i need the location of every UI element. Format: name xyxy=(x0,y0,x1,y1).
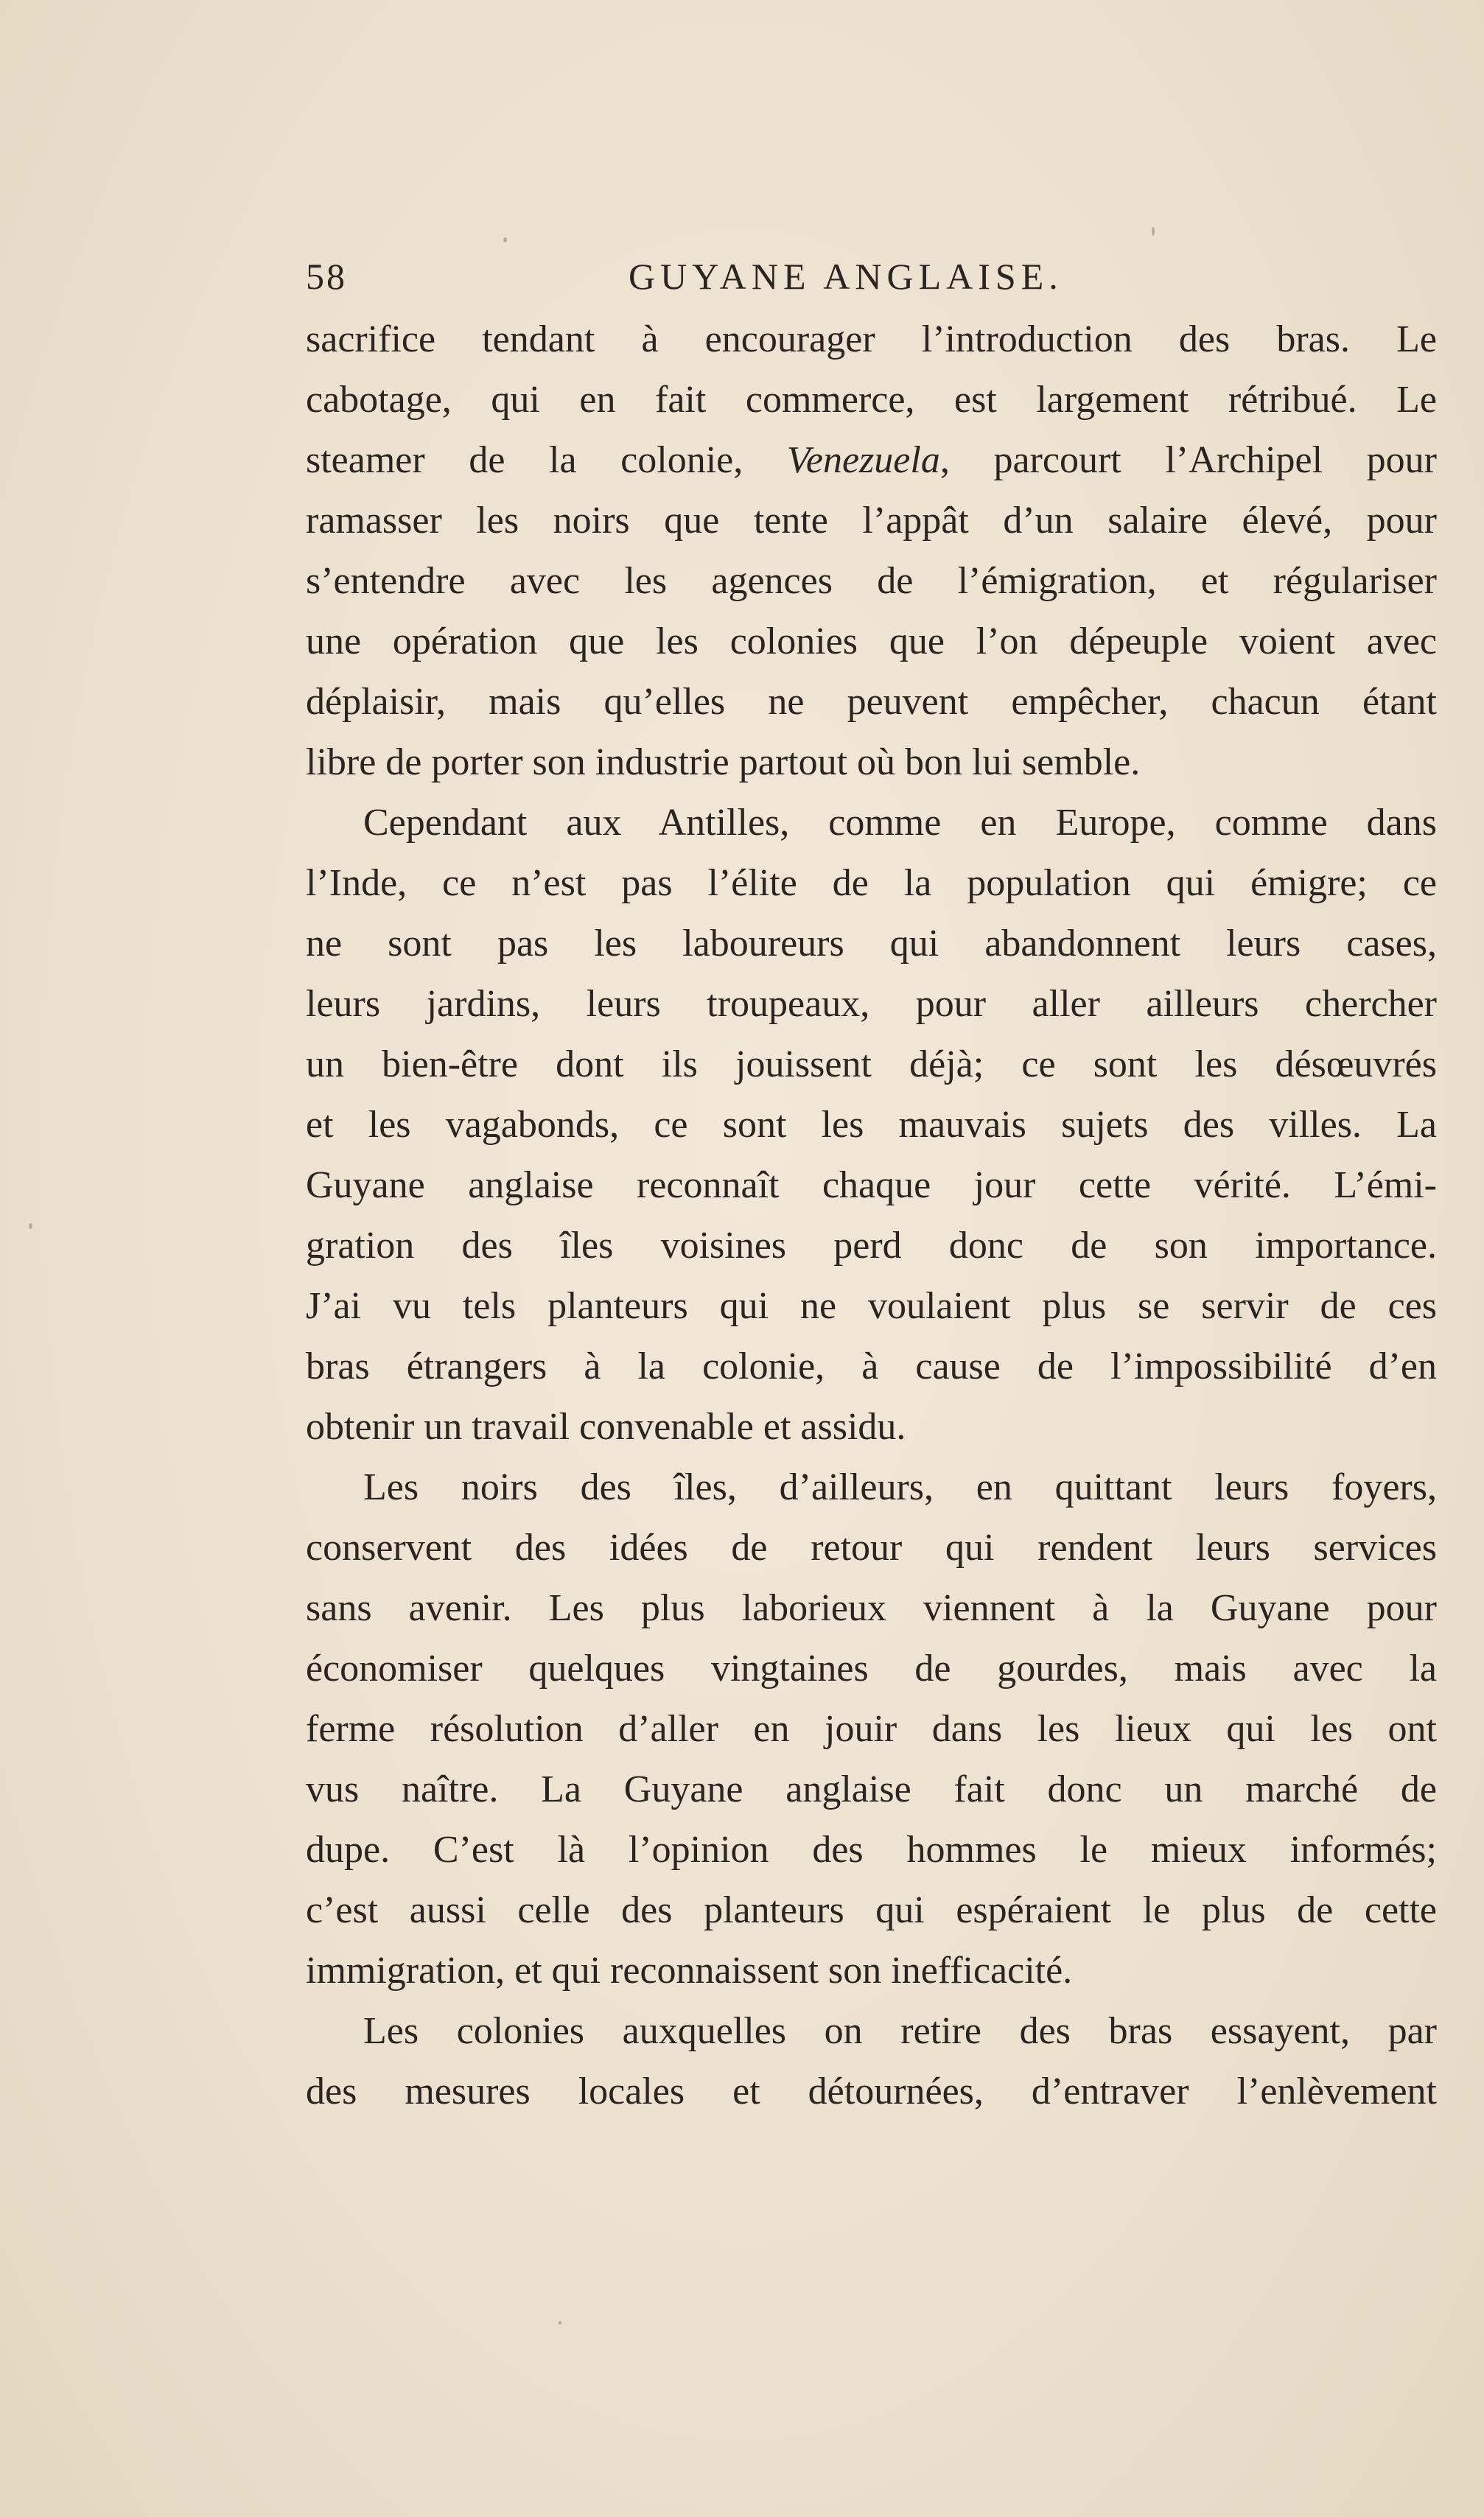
text-run: cabotage, qui en fait commerce, est largement rétribué. Le xyxy=(306,379,1437,421)
text-line xyxy=(306,1639,1437,1699)
page-header xyxy=(306,247,1437,306)
text-line xyxy=(306,1276,1437,1337)
text-line xyxy=(306,914,1437,974)
text-run: ramasser les noirs que tente l’appât d’un salaire élevé, pour xyxy=(306,500,1437,542)
running-title: GUYANE ANGLAISE. xyxy=(629,256,1063,297)
text-line xyxy=(306,1337,1437,1397)
text-run: conservent des idées de retour qui rendent leurs services xyxy=(306,1527,1437,1569)
text-line xyxy=(306,1941,1437,2001)
text-line xyxy=(306,612,1437,672)
text-line xyxy=(306,1457,1437,1518)
text-line xyxy=(306,1880,1437,1941)
text-run: gration des îles voisines perd donc de son importance. xyxy=(306,1225,1437,1267)
text-run: Guyane anglaise reconnaît chaque jour cette vérité. L’émi- xyxy=(306,1164,1437,1206)
text-line xyxy=(306,1216,1437,1276)
text-line xyxy=(306,1095,1437,1155)
text-line xyxy=(306,974,1437,1035)
text-line xyxy=(306,1760,1437,1820)
text-run: ferme résolution d’aller en jouir dans les lieux qui les ont xyxy=(306,1708,1437,1750)
paper-speck xyxy=(1152,227,1155,236)
text-line xyxy=(306,732,1437,793)
text-run: bras étrangers à la colonie, à cause de l’impossibilité d’en xyxy=(306,1345,1437,1387)
text-run: économiser quelques vingtaines de gourdes, mais avec la xyxy=(306,1648,1437,1690)
text-line xyxy=(306,1820,1437,1880)
text-run: des mesures locales et détournées, d’entraver l’enlèvement xyxy=(306,2070,1437,2112)
paragraph xyxy=(306,2001,1437,2122)
text-line xyxy=(306,491,1437,551)
text-run: l’Inde, ce n’est pas l’élite de la population qui émigre; ce xyxy=(306,862,1437,904)
text-run: , parcourt l’Archipel pour xyxy=(939,439,1437,481)
text-run: une opération que les colonies que l’on dépeuple voient avec xyxy=(306,620,1437,662)
paragraph xyxy=(306,309,1437,793)
text-line xyxy=(306,672,1437,732)
text-line xyxy=(306,793,1437,853)
page-number: 58 xyxy=(306,256,347,297)
text-line xyxy=(306,1397,1437,1457)
text-run: c’est aussi celle des planteurs qui espéraient le plus de cette xyxy=(306,1889,1437,1931)
paper-speck xyxy=(29,1223,32,1229)
text-run: leurs jardins, leurs troupeaux, pour aller ailleurs chercher xyxy=(306,983,1437,1025)
text-run: immigration, et qui reconnaissent son inefficacité. xyxy=(306,1950,1073,1992)
text-line xyxy=(306,1518,1437,1578)
text-line xyxy=(306,309,1437,370)
text-run: Cependant aux Antilles, comme en Europe, comme dans xyxy=(363,802,1437,844)
text-line xyxy=(306,2062,1437,2122)
text-run: vus naître. La Guyane anglaise fait donc un marché de xyxy=(306,1768,1437,1810)
text-line xyxy=(306,370,1437,430)
text-line xyxy=(306,2001,1437,2062)
text-run: dupe. C’est là l’opinion des hommes le mieux informés; xyxy=(306,1829,1437,1871)
paragraph xyxy=(306,793,1437,1457)
text-run: sacrifice tendant à encourager l’introduction des bras. Le xyxy=(306,318,1437,360)
text-line xyxy=(306,1035,1437,1095)
text-line xyxy=(306,551,1437,612)
paper-speck xyxy=(503,237,507,242)
text-line xyxy=(306,1578,1437,1639)
text-run: un bien-être dont ils jouissent déjà; ce sont les désœuvrés xyxy=(306,1043,1437,1085)
text-run: J’ai vu tels planteurs qui ne voulaient plus se servir de ces xyxy=(306,1285,1437,1327)
text-run: Les colonies auxquelles on retire des bras essayent, par xyxy=(363,2010,1437,2052)
text-run: Les noirs des îles, d’ailleurs, en quittant leurs foyers, xyxy=(363,1466,1437,1508)
text-line xyxy=(306,853,1437,914)
paper-speck xyxy=(559,2321,561,2325)
text-line xyxy=(306,1699,1437,1760)
italic-text: Venezuela xyxy=(786,439,940,481)
text-run: steamer de la colonie, xyxy=(306,439,787,481)
text-run: obtenir un travail convenable et assidu. xyxy=(306,1406,906,1448)
text-run: déplaisir, mais qu’elles ne peuvent empêcher, chacun étant xyxy=(306,681,1437,723)
text-line xyxy=(306,1155,1437,1216)
text-run: sans avenir. Les plus laborieux viennent à la Guyane pour xyxy=(306,1587,1437,1629)
text-run: s’entendre avec les agences de l’émigration, et régulariser xyxy=(306,560,1437,602)
body-text xyxy=(306,309,1437,2122)
text-run: libre de porter son industrie partout où bon lui semble. xyxy=(306,741,1141,783)
text-run: et les vagabonds, ce sont les mauvais sujets des villes. La xyxy=(306,1104,1437,1146)
text-run: ne sont pas les laboureurs qui abandonnent leurs cases, xyxy=(306,923,1437,965)
paragraph xyxy=(306,1457,1437,2001)
text-line xyxy=(306,430,1437,491)
